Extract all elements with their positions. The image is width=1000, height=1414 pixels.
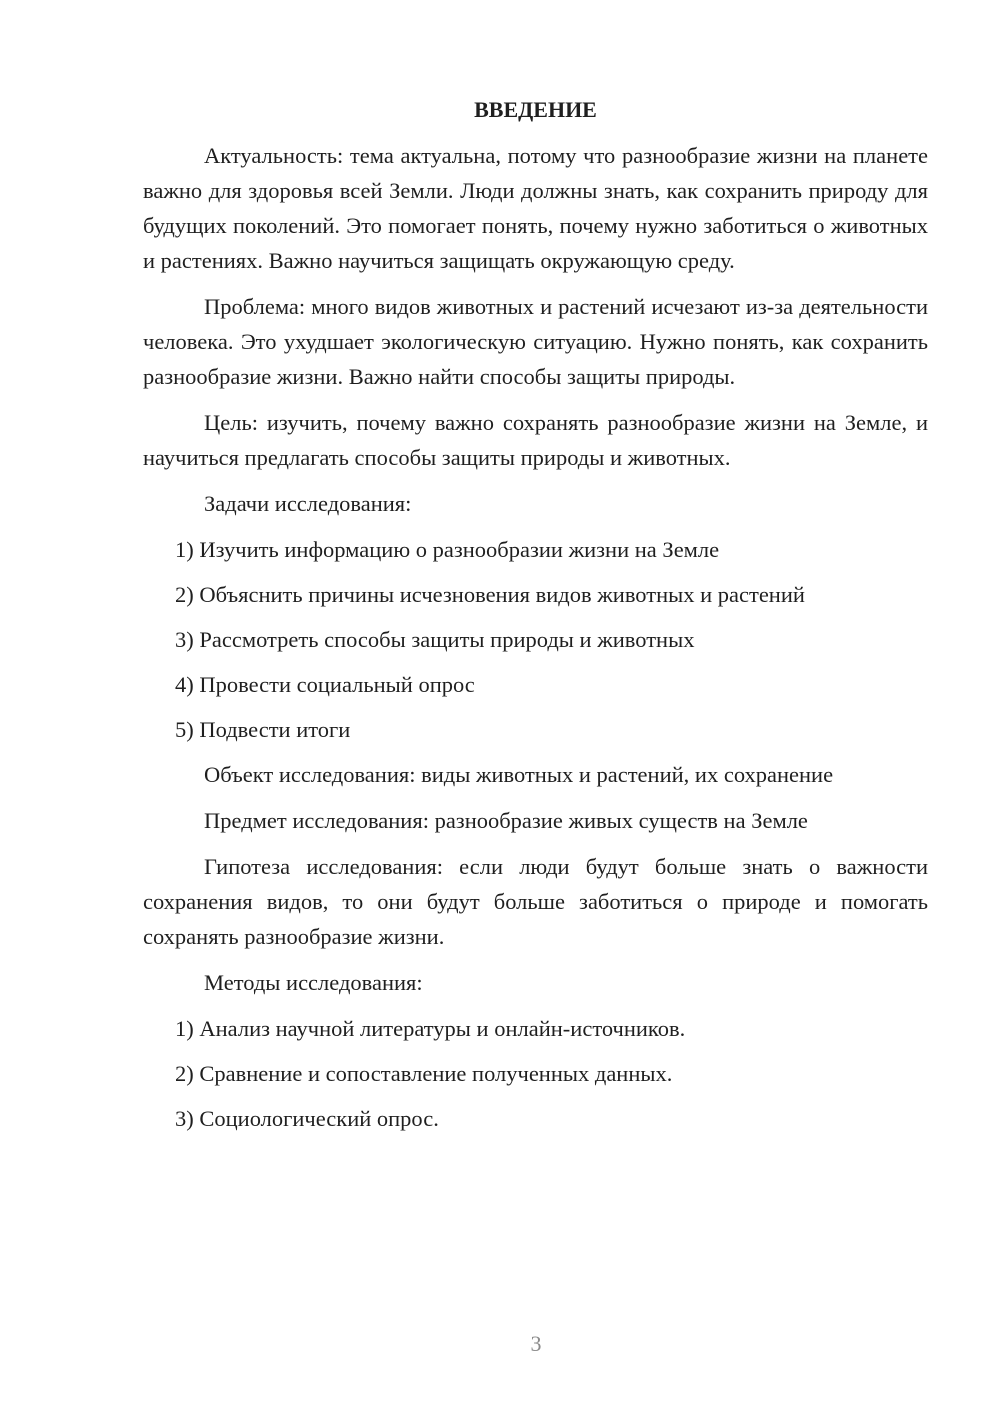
goal-paragraph: Цель: изучить, почему важно сохранять разнообразие жизни на Земле, и научиться предлагать способы защиты природы и животных. bbox=[143, 410, 928, 470]
page-content bbox=[143, 94, 928, 1146]
tasks-heading: Задачи исследования: bbox=[204, 491, 412, 516]
task-item: 3) Рассмотреть способы защиты природы и животных bbox=[175, 627, 695, 652]
method-item: 2) Сравнение и сопоставление полученных данных. bbox=[175, 1061, 673, 1086]
page-title: ВВЕДЕНИЕ bbox=[474, 97, 597, 122]
hypothesis-paragraph: Гипотеза исследования: если люди будут больше знать о важности сохранения видов, то они будут больше заботиться о природе и помогать сохранять разнообразие жизни. bbox=[143, 854, 928, 949]
task-item: 5) Подвести итоги bbox=[175, 717, 351, 742]
page-number: 3 bbox=[530, 1331, 542, 1356]
research-subject: Предмет исследования: разнообразие живых существ на Земле bbox=[204, 808, 808, 833]
methods-heading: Методы исследования: bbox=[204, 970, 423, 995]
task-item: 2) Объяснить причины исчезновения видов животных и растений bbox=[175, 582, 805, 607]
task-item: 1) Изучить информацию о разнообразии жизни на Земле bbox=[175, 537, 720, 562]
research-object: Объект исследования: виды животных и растений, их сохранение bbox=[204, 762, 834, 787]
method-item: 1) Анализ научной литературы и онлайн-источников. bbox=[175, 1016, 686, 1041]
relevance-paragraph: Актуальность: тема актуальна, потому что разнообразие жизни на планете важно для здоровья всей Земли. Люди должны знать, как сохранить природу для будущих поколений. Это помогает понять, почему нужно заботиться о животных и растениях. Важно научиться защищать окружающую среду. bbox=[143, 143, 928, 273]
method-item: 3) Социологический опрос. bbox=[175, 1106, 439, 1131]
task-item: 4) Провести социальный опрос bbox=[175, 672, 475, 697]
problem-paragraph: Проблема: много видов животных и растений исчезают из-за деятельности человека. Это ухудшает экологическую ситуацию. Нужно понять, как сохранить разнообразие жизни. Важно найти способы защиты природы. bbox=[143, 294, 928, 389]
